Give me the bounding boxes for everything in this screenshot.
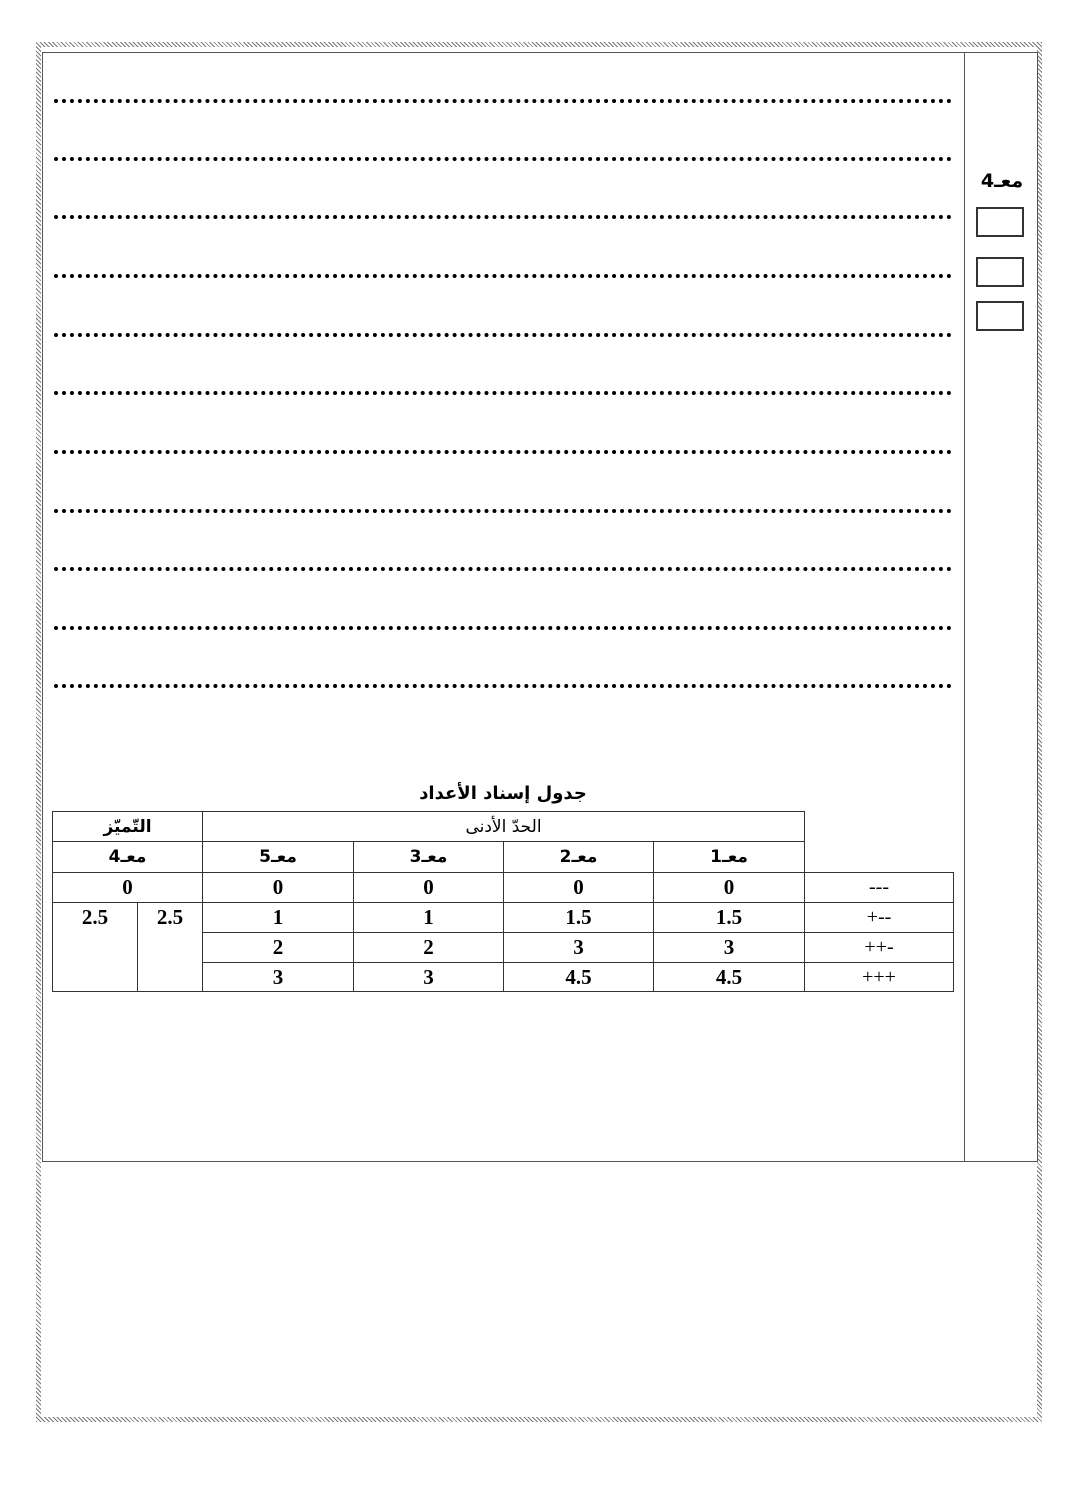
criterion-header-2: معـ2 [503, 841, 654, 873]
cell-r4-c3: 3 [353, 962, 504, 992]
answer-line[interactable] [54, 215, 952, 219]
table-title: جدول إسناد الأعداد [419, 783, 587, 804]
cell-r4-c1: 4.5 [653, 962, 805, 992]
side-column-divider [964, 52, 965, 1162]
cell-r2-c1: 1.5 [653, 902, 805, 933]
cell-r4-c5: 3 [202, 962, 354, 992]
score-box[interactable] [976, 207, 1024, 237]
answer-line[interactable] [54, 450, 952, 454]
cell-r2-c5: 1 [202, 902, 354, 933]
cell-excellence-a: 2.5 [52, 902, 138, 992]
cell-r4-c2: 4.5 [503, 962, 654, 992]
answer-line[interactable] [54, 274, 952, 278]
cell-r2-c2: 1.5 [503, 902, 654, 933]
answer-line[interactable] [54, 157, 952, 161]
criterion-header-4: معـ4 [52, 841, 203, 873]
level-r4: +++ [804, 962, 954, 992]
group-header-excellence: التّميّز [52, 811, 203, 842]
cell-r3-c1: 3 [653, 932, 805, 963]
cell-r1-c2: 0 [503, 872, 654, 903]
cell-r2-c3: 1 [353, 902, 504, 933]
level-r1: --- [804, 872, 954, 903]
cell-r1-c5: 0 [202, 872, 354, 903]
answer-line[interactable] [54, 99, 952, 103]
answer-line[interactable] [54, 333, 952, 337]
answer-line[interactable] [54, 626, 952, 630]
side-criterion-label: معـ4 [980, 170, 1024, 192]
answer-line[interactable] [54, 567, 952, 571]
criterion-header-5: معـ5 [202, 841, 354, 873]
cell-r3-c2: 3 [503, 932, 654, 963]
cell-excellence-b: 2.5 [137, 902, 203, 992]
criterion-header-3: معـ3 [353, 841, 504, 873]
group-header-minimum: الحدّ الأدنى [202, 811, 805, 842]
cell-r3-c3: 2 [353, 932, 504, 963]
cell-r3-c5: 2 [202, 932, 354, 963]
score-box[interactable] [976, 301, 1024, 331]
criterion-header-1: معـ1 [653, 841, 805, 873]
score-box[interactable] [976, 257, 1024, 287]
answer-line[interactable] [54, 684, 952, 688]
cell-r1-c1: 0 [653, 872, 805, 903]
cell-r1-c4: 0 [52, 872, 203, 903]
level-r3: ++- [804, 932, 954, 963]
answer-line[interactable] [54, 509, 952, 513]
answer-line[interactable] [54, 391, 952, 395]
cell-r1-c3: 0 [353, 872, 504, 903]
level-r2: +-- [804, 902, 954, 933]
